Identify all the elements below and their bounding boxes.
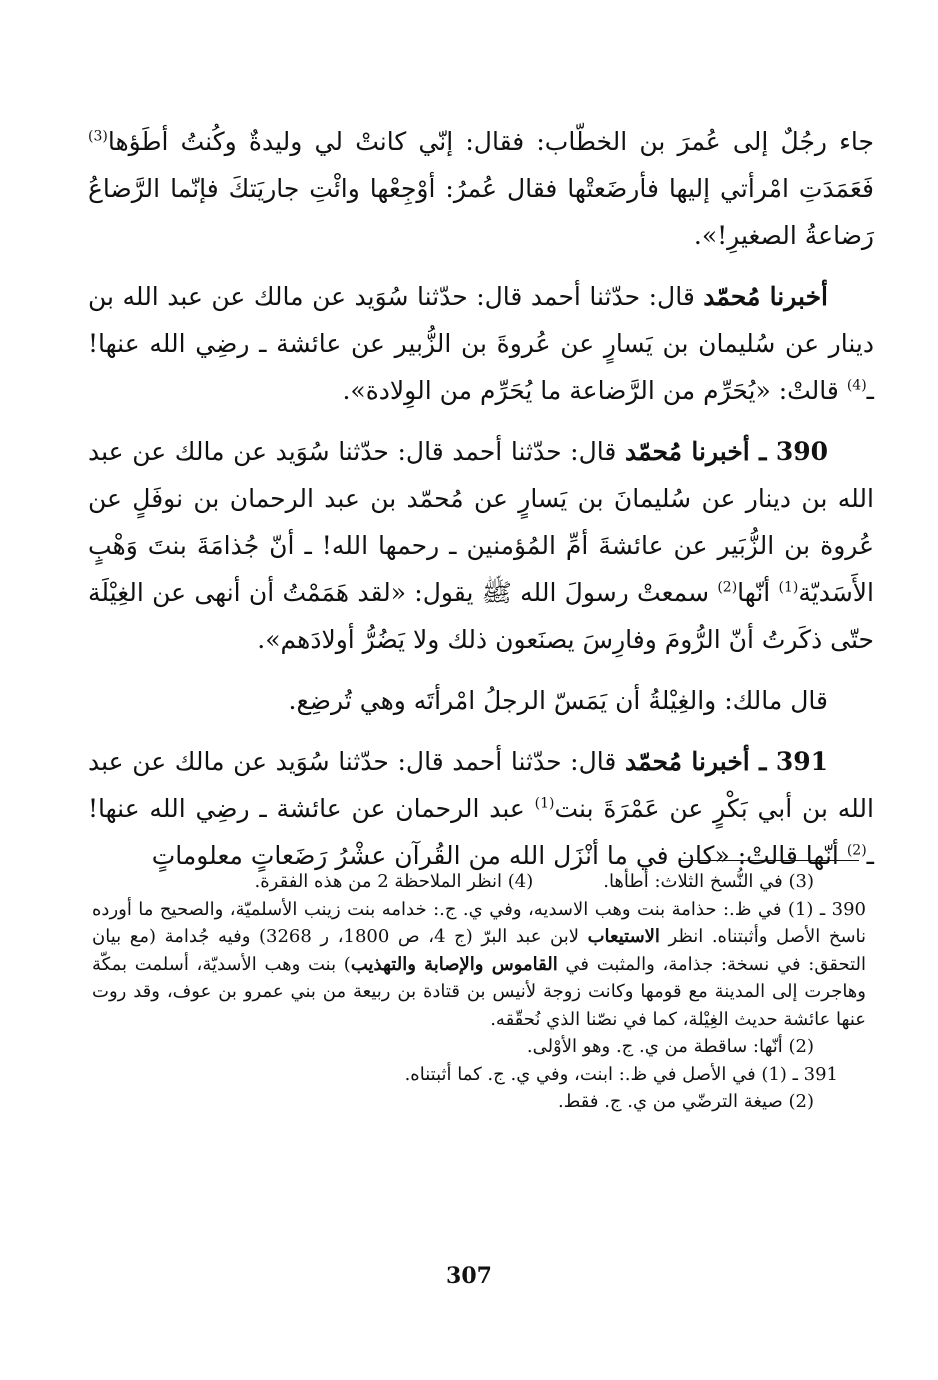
book-title: الاستيعاب [587, 926, 660, 947]
text-span: قال: حدّثنا أحمد قال: حدّثنا سُوَيد عن مالك عن عبد الله بن دينار عن سُليمانَ بن يَسارٍ عن مُحمّد بن عبد الرحمان بن نوفَلٍ عن عُروة بن الزُّبَير عن عائشةَ أمِّ المُؤمنين ـ رحمها الله! ـ أنّ جُذامَةَ بنتَ وَهْبٍ الأَسَديّة [88, 437, 874, 607]
text-span: ) بنت وهب الأسديّة، أسلمت بمكّة وهاجرت إلى المدينة مع قومها وكانت زوجة لأنيس بن قتادة بن ربيعة من بني عمرو بن عوف، وقد روت عنها عائشة حديث الغِيْلة، كما في نصّنا الذي نُحقّقه. [92, 953, 866, 1030]
footnote-ref: (1) [534, 795, 555, 812]
text-span: قال مالك: والغِيْلةُ أن يَمَسّ الرجلُ امْرأتَه وهي تُرضِع. [288, 686, 828, 715]
paragraph-2 [88, 273, 874, 414]
footnote-ref: (1) [778, 579, 799, 596]
hadith-number: 390 ـ [759, 437, 829, 466]
hadith-number: 391 ـ [759, 747, 829, 776]
text-span: جاء رجُلٌ إلى عُمرَ بن الخطّاب: فقال: إنّي كانتْ لي وليدةٌ وكُنتُ أطَؤها [107, 127, 874, 156]
text-span: 390 ـ (1) في ظ.: حذامة بنت وهب الاسديه، وفي ي. ج.: خدامه بنت زينب الأسلميّة، والصحيح ما أورده ناسخ الأصل وأثبتناه. انظر [92, 898, 867, 947]
footnote-391-1 [92, 1061, 866, 1089]
text-lead: أخبرنا مُحمّد [624, 437, 760, 466]
footnote-391-2 [92, 1088, 866, 1116]
text-span: (2) أنّها: ساقطة من ي. ج. وهو الأوْلى. [526, 1036, 814, 1057]
footnote-390-1 [92, 896, 866, 1034]
text-span: 391 ـ (1) في الأصل في ظ.: ابنت، وفي ي. ج. كما أثبتناه. [404, 1063, 838, 1085]
main-text [88, 118, 874, 893]
paragraph-malik [88, 677, 874, 724]
footnote-390-2 [92, 1033, 866, 1061]
text-span: قال: حدّثنا أحمد قال: حدّثنا سُوَيد عن مالك عن عبد الله بن أبي بَكْرٍ عن عَمْرَةَ بنت [88, 747, 874, 823]
footnote-ref: (2) [846, 842, 867, 859]
text-span: أنّها [737, 578, 779, 607]
footnote-4: (4) انظر الملاحظة 2 من هذه الفقرة. [254, 871, 534, 892]
footnote-ref: (4) [846, 377, 867, 394]
text-span: قالتْ: «يُحَرِّم من الرَّضاعة ما يُحَرِّم من الوِلادة». [342, 376, 847, 405]
footnote-row [92, 868, 866, 896]
text-lead: أخبرنا مُحمّد [624, 747, 760, 776]
book-title: القاموس والإصابة والتهذيب [350, 953, 558, 975]
hadith-390 [88, 428, 874, 663]
text-span: (2) صيغة الترضّي من ي. ج. فقط. [557, 1091, 814, 1112]
text-span: أنّها قالتْ: «كان في ما أنْزَل الله من القُرآن عشْرُ رَضَعاتٍ معلوماتٍ [151, 841, 847, 870]
text-span: لابن عبد البرّ (ج 4، ص 1800، ر 3268) وفيه جُدامة (مع بيان التحقق: في نسخة: جذامة، والمثبت في [92, 926, 866, 975]
footnote-separator [679, 860, 859, 861]
footnotes [92, 868, 866, 1116]
hadith-391 [88, 738, 874, 879]
page-number: 307 [446, 1263, 492, 1289]
text-lead: أخبرنا مُحمّد [703, 282, 828, 311]
footnote-ref: (3) [88, 128, 108, 145]
text-span: قال: حدّثنا أحمد قال: حدّثنا سُوَيد عن مالك عن عبد الله بن دينار عن سُليمان بن يَسارٍ عن عُروةَ بن الزُّبير عن عائشة ـ رضِي الله عنها! ـ [88, 282, 874, 405]
text-span: سمعتْ رسولَ الله ﷺ يقول: «لقد هَمَمْتُ أن أنهى عن الغِيْلَة حتّى ذكَرتُ أنّ الرُّومَ وفارِسَ يصنَعون ذلك ولا يَضُرُّ أولادَهم». [88, 578, 874, 654]
text-span: فَعَمَدَتِ امْرأتي إليها فأرضَعتْها فقال عُمرُ: أوْجِعْها وائْتِ جاريَتكَ فإنّما الرَّضاعُ رَضاعةُ الصغيرِ!». [88, 174, 874, 250]
paragraph-1 [88, 118, 874, 259]
text-span: عبد الرحمان عن عائشة ـ رضِي الله عنها! ـ [88, 794, 874, 870]
footnote-3: (3) في النُّسخ الثلاث: أطأها. [603, 871, 814, 892]
footnote-ref: (2) [717, 579, 738, 596]
